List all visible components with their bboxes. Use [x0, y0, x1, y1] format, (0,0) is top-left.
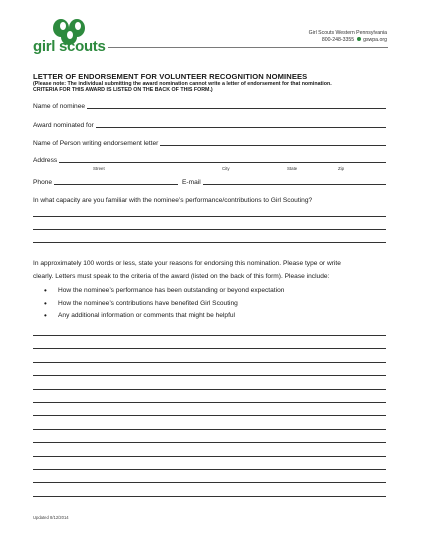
form-note-line-1: (Please note: The individual submitting the award nomination cannot write a letter of endorsement for that nomination.: [33, 81, 332, 87]
writing-line[interactable]: [33, 402, 386, 403]
writing-line[interactable]: [33, 348, 386, 349]
org-phone: 800-248-3355: [321, 36, 355, 43]
writer-name-label: Name of Person writing endorsement letter: [33, 140, 159, 147]
phone-field[interactable]: [33, 179, 178, 186]
list-item: • Any additional information or comments that might be helpful: [44, 310, 284, 323]
form-note-line-2: CRITERIA FOR THIS AWARD IS LISTED ON THE BACK OF THIS FORM.): [33, 87, 213, 94]
nominee-name-line[interactable]: [87, 108, 386, 109]
writing-line[interactable]: [33, 335, 386, 336]
address-zip-label: Zip: [338, 166, 345, 171]
writing-line[interactable]: [33, 415, 386, 416]
email-field[interactable]: [182, 179, 386, 186]
writing-line[interactable]: [33, 389, 386, 390]
address-street-label: Street: [93, 166, 105, 171]
org-name: Girl Scouts Western Pennsylvania: [308, 30, 387, 36]
award-line[interactable]: [96, 127, 386, 128]
writing-line[interactable]: [33, 375, 386, 376]
writing-line[interactable]: [33, 456, 386, 457]
phone-line[interactable]: [54, 184, 178, 185]
list-item: • How the nominee’s contributions have benefited Girl Scouting: [44, 298, 284, 311]
writing-line[interactable]: [33, 362, 386, 363]
email-line[interactable]: [203, 184, 386, 185]
answer-line[interactable]: [33, 242, 386, 243]
list-item: • How the nominee’s performance has been outstanding or beyond expectation: [44, 285, 284, 298]
address-state-label: State: [287, 166, 298, 171]
header-divider: [108, 47, 388, 48]
updated-date: Updated 8/12/2014: [33, 515, 69, 520]
email-label: E-mail: [182, 179, 201, 186]
address-label: Address: [33, 157, 58, 164]
writing-line[interactable]: [33, 496, 386, 497]
writer-name-field[interactable]: [33, 140, 386, 147]
org-website: gswpa.org: [363, 36, 387, 43]
writing-line[interactable]: [33, 469, 386, 470]
address-line[interactable]: [59, 162, 386, 163]
form-note: [33, 81, 393, 94]
bullet-dot-icon: [357, 37, 361, 41]
familiarity-question: In what capacity are you familiar with the nominee’s performance/contributions to Girl Scouting?: [33, 197, 313, 204]
instructions-line-1: In approximately 100 words or less, state your reasons for endorsing this nomination. Please type or write: [33, 260, 341, 267]
writing-line[interactable]: [33, 442, 386, 443]
form-title: LETTER OF ENDORSEMENT FOR VOLUNTEER RECOGNITION NOMINEES: [33, 72, 308, 81]
phone-label: Phone: [33, 179, 53, 186]
nominee-name-label: Name of nominee: [33, 103, 86, 110]
answer-line[interactable]: [33, 229, 386, 230]
award-label: Award nominated for: [33, 122, 94, 129]
org-contact-block: [309, 30, 387, 43]
writing-line[interactable]: [33, 429, 386, 430]
address-field[interactable]: [33, 157, 386, 164]
nominee-name-field[interactable]: [33, 103, 386, 110]
instructions-line-2: clearly. Letters must speak to the criteria of the award (listed on the back of this form). Please include:: [33, 272, 330, 280]
org-contact-line: [309, 37, 387, 44]
logo-wordmark: girl scouts: [33, 38, 106, 55]
address-city-label: City: [222, 166, 230, 171]
criteria-list: [44, 285, 284, 323]
instructions-paragraph: [33, 258, 389, 283]
answer-line[interactable]: [33, 216, 386, 217]
writer-name-line[interactable]: [160, 145, 386, 146]
award-field[interactable]: [33, 122, 386, 129]
writing-line[interactable]: [33, 482, 386, 483]
